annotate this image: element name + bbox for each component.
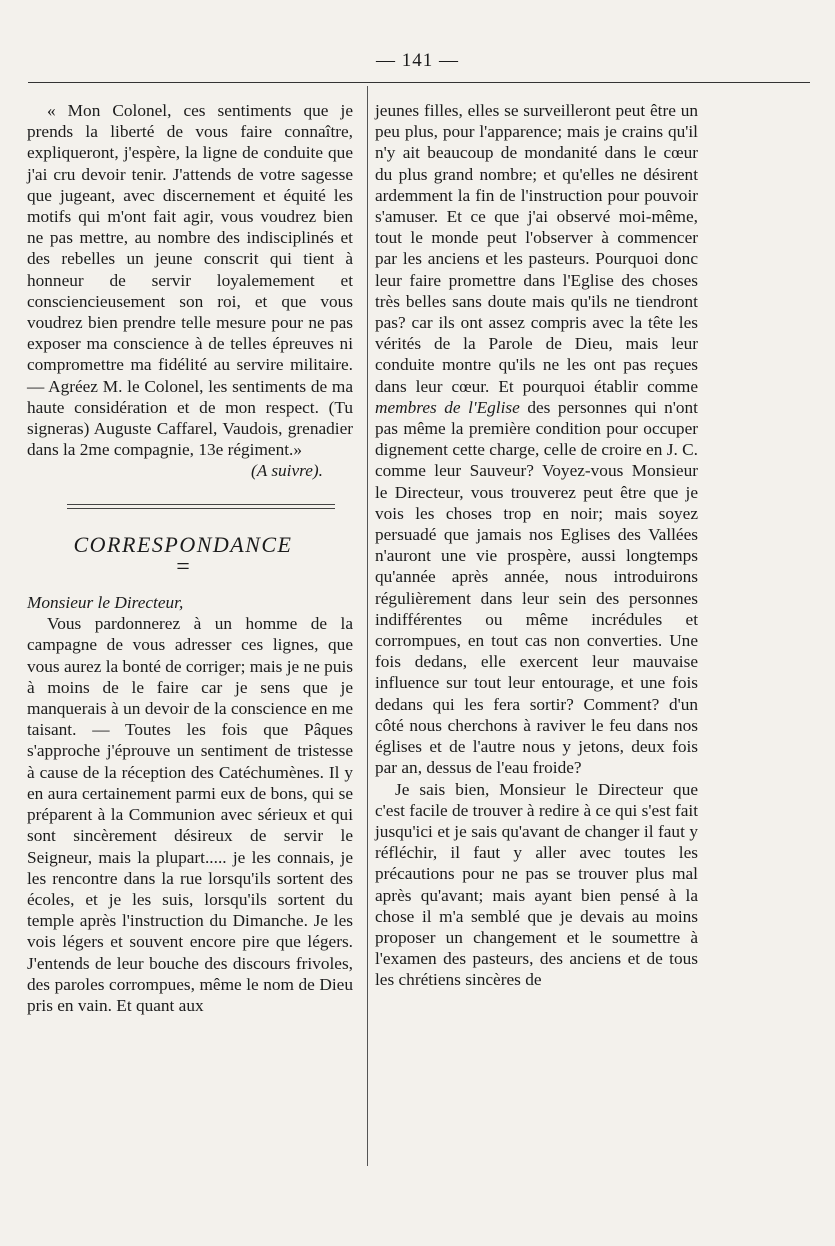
section-title: CORRESPONDANCE (73, 531, 293, 557)
right-paragraph-1 (375, 100, 698, 779)
letter-paragraph: « Mon Colonel, ces sentiments que je prends la liberté de vous faire connaître, expliqueront, j'espère, la ligne de conduite que j'ai cru devoir tenir. J'attends de votre sagesse que jugeant, avec discernement et équité les motifs qui m'ont fait agir, vous voudrez bien ne pas mettre, au nombre des indisciplinés et des rebelles un jeune conscrit qui tient à honneur de servir loyalemement et consciencieusement son roi, et que vous voudrez bien prendre telle mesure pour ne pas exposer ma conscience à de telles épreuves ni compromettre ma fidélité au servire militaire. — Agréez M. le Colonel, les sentiments de ma haute considération et de mon respect. (Tu signeras) Auguste Caffarel, Vaudois, grenadier dans la 2me compagnie, 13e régiment.» (27, 101, 353, 460)
section-separator (67, 504, 335, 512)
right-paragraph-1-italic: membres de l'Eglise (375, 397, 520, 417)
page-number: — 141 — (376, 50, 459, 71)
header-rule (28, 82, 810, 83)
salutation: Monsieur le Directeur, (27, 593, 184, 613)
right-column (375, 100, 698, 991)
right-paragraph-1-end: des personnes qui n'ont pas même la première condition pour occuper dignement cette charge, celle de croire en J. C. comme leur Sauveur? Voyez-vous Monsieur le Directeur, vous trouverez peut être que je vois les choses trop en noir; mais soyez persuadé que jamais nos Eglises des Vallées n'auront une vie prospère, aussi longtemps qu'année après année, nous introduirons régulièrement dans leur sein des personnes indifférentes ou même incrédules et corrompues, en tout cas non converties. Une fois dedans, elle exercent leur mauvaise influence sur tout leur entourage, et une fois dedans qui les fera sortir? Comment? d'un côté nous cherchons à raviver le feu dans nos églises et de l'autre nous y jetons, deux fois par an, dessus de l'eau froide? (375, 397, 698, 778)
correspondence-body: Vous pardonnerez à un homme de la campagne de vous adresser ces lignes, que vous aurez la bonté de corriger; mais je ne puis à moins de le faire car je sens que je manquerais à un devoir de la conscience en me taisant. — Toutes les fois que Pâques s'approche j'éprouve un sentiment de tristesse à cause de la réception des Catéchumènes. Il y en aura certainement parmi eux de bons, qui se préparent à la Communion avec sérieux et qui sont sincèrement désireux de servir le Seigneur, mais la plupart..... je les connais, je les rencontre dans la rue lorsqu'ils sortent des écoles, et je les suis, lorsqu'ils sortent du temple après l'instruction du Dimanche. Je les vois légers et souvent encore pire que légers. J'entends de leur bouche des discours frivoles, des paroles corrompues, même le nom de Dieu pris en vain. Et quant aux (27, 614, 353, 1015)
right-paragraph-1-start: jeunes filles, elles se surveilleront peut être un peu plus, pour l'apparence; mais je crains qu'il n'y ait beaucoup de mondanité dans le cœur du plus grand nombre; et qu'elles ne désirent ardemment la fin de l'instruction pour pouvoir s'amuser. Et ce que j'ai observé moi-même, tout le monde peut l'observer à commencer par les anciens et les pasteurs. Pourquoi donc leur faire promettre dans l'Eglise des choses très belles sans doute mais qu'ils ne tiendront pas? car ils ont assez compris avec la tête les vérités de la Parole de Dieu, mais leur conduite montre qu'ils ne les ont pas reçues dans leur cœur. Et pourquoi établir comme (375, 101, 698, 396)
left-column (27, 100, 353, 1016)
right-paragraph-2: Je sais bien, Monsieur le Directeur que c'est facile de trouver à redire à ce qui s'est fait jusqu'ici et je sais qu'avant de changer il faut y réfléchir, il faut y aller avec toutes les précautions pour ne pas se trouver plus mal après qu'avant; mais ayant bien pensé à la chose il m'a semblé que je devais au moins proposer un changement et le soumettre à l'examen des pasteurs, des anciens et de tous les chrétiens sincères de (375, 779, 698, 990)
section-mark: = (176, 553, 190, 580)
column-divider (367, 86, 368, 1166)
to-be-continued: (A suivre). (251, 461, 323, 481)
